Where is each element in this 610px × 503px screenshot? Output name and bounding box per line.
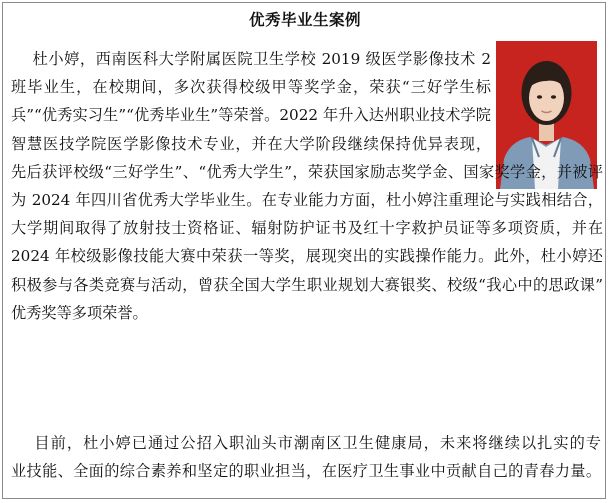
text-line: 业技能、全面的综合素养和坚定的职业担当，在医疗卫生事业中贡献自己的青春力量。 (11, 462, 601, 481)
text-line: 2024 年校级影像技能大赛中荣获一等奖，展现突出的实践操作能力。此外，杜小婷还 (11, 247, 603, 266)
text-line: 班毕业生，在校期间，多次获得校级甲等奖学金，荣获“三好学生标 (11, 78, 491, 97)
text-line: 兵”“优秀实习生”“优秀毕业生”等荣誉。2022 年升入达州职业技术学院 (11, 106, 491, 125)
text-line: 积极参与各类竞赛与活动，曾获全国大学生职业规划大赛银奖、校级“我心中的思政课” (11, 275, 603, 294)
profile-paragraph (11, 45, 601, 327)
text-line: 为 2024 年四川省优秀大学毕业生。在专业能力方面，杜小婷注重理论与实践相结合， (11, 191, 603, 210)
text-line: 优秀奖等多项荣誉。 (11, 303, 148, 322)
text-line: 目前，杜小婷已通过公招入职汕头市潮南区卫生健康局，未来将继续以扎实的专 (11, 434, 601, 452)
text-line: 杜小婷，西南医科大学附属医院卫生学校 2019 级医学影像技术 2 (11, 50, 491, 68)
current-status-paragraph (11, 429, 601, 485)
page-title: 优秀毕业生案例 (248, 10, 361, 29)
text-line: 先后获评校级“三好学生”、“优秀大学生”，荣获国家励志奖学金、国家奖学金，并被评 (11, 162, 603, 181)
text-line: 大学期间取得了放射技士资格证、辐射防护证书及红十字救护员证等多项资质，并在 (11, 219, 603, 238)
text-line: 智慧医技学院医学影像技术专业，并在大学阶段继续保持优异表现， (11, 134, 491, 153)
